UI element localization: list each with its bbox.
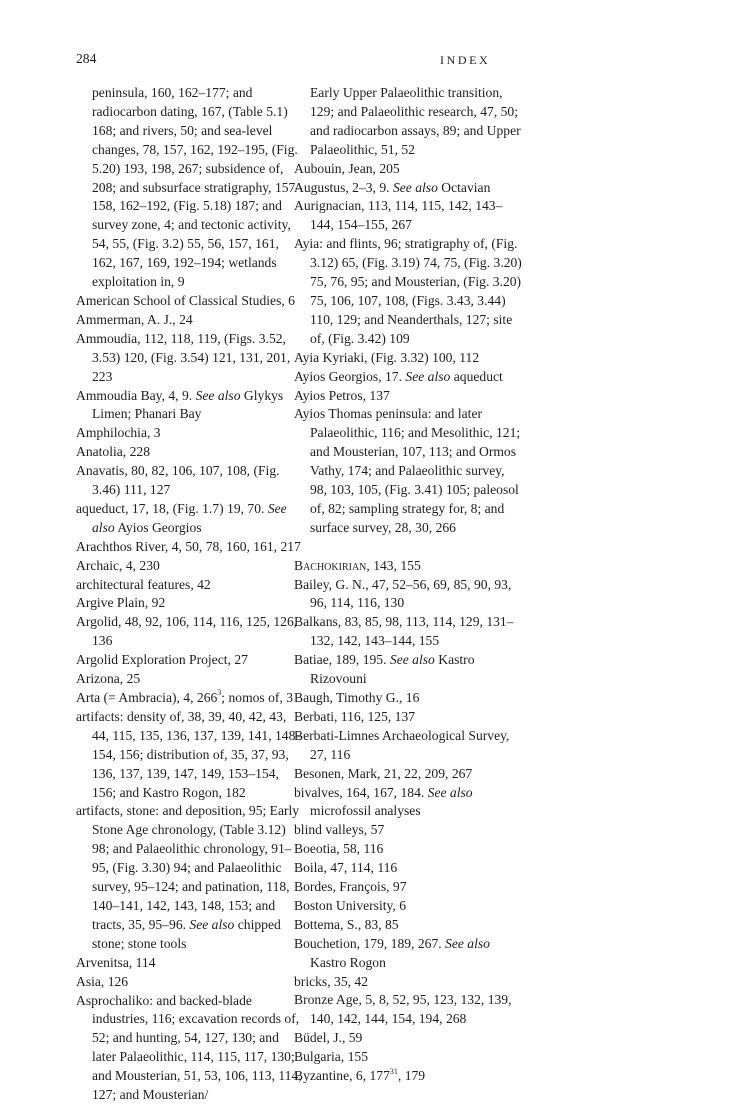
index-entry-text: Asia, 126 [76,973,129,989]
index-entry-text: American School of Classical Studies, 6 [76,292,295,308]
index-entry-text: Büdel, J., 59 [294,1030,363,1046]
index-entry [294,973,522,992]
index-entry [294,1029,522,1048]
index-entry [294,576,522,614]
footnote-ref: 3 [217,688,222,698]
index-entry-text: aqueduct, 17, 18, (Fig. 1.7) 19, 70. [76,500,265,516]
index-entry-text: Ayios Thomas peninsula: and later Palaeolithic, 116; and Mesolithic, 121; and Mousterian, 107, 113; and Ormos Vathy, 174; and Palaeolithic survey, 98, 103, 105, (Fig. 3.41) 105; paleosol of, 82; sampling strategy for, 8; and surface survey, 28, 30, 266 [294,406,521,535]
index-entry [294,878,522,897]
index-entry-text: Ayios Petros, 137 [294,387,390,403]
index-entry-ref: Kastro Rogon [310,954,386,970]
index-entry-ref: , 179 [397,1068,426,1084]
index-entry [294,821,522,840]
index-entry-ref: microfossil analyses [310,803,421,819]
index-entry [294,1067,522,1086]
index-entry [76,500,304,538]
index-entry-text: Ammoudia, 112, 118, 119, (Figs. 3.52, 3.53) 120, (Fig. 3.54) 121, 131, 201, 223 [76,330,291,384]
index-entry [294,387,522,406]
index-entry [294,197,522,235]
index-entry-text: Bachokirian, 143, 155 [294,557,421,573]
index-entry [76,443,304,462]
see-also-label: See also [92,500,287,535]
index-entry-text: Asprochaliko: and backed-blade industries, 116; excavation records of, 52; and hunting, 54, 127, 130; and later Palaeolithic, 114, 115, 117, 130; and Mousterian, 51, 53, 106, 113, 114, 127; and Mousterian/ [76,992,302,1103]
index-entry [76,557,304,576]
index-entry-text: Byzantine, 6, 177 [294,1068,390,1084]
index-entry-text: Amphilochia, 3 [76,425,161,441]
index-entry-text: architectural features, 42 [76,576,211,592]
index-entry [294,727,522,765]
index-entry [76,292,304,311]
index-column-left [76,84,304,1105]
index-continuation: peninsula, 160, 162–177; and radiocarbon dating, 167, (Table 5.1) 168; and rivers, 50; and sea-level changes, 78, 157, 162, 192–195, (Fig. 5.20) 193, 198, 267; subsidence of, 208; and subsurface stratigraphy, 157–158, 162–192, (Fig. 5.18) 187; and survey zone, 4; and tectonic activity, 54, 55, (Fig. 3.2) 55, 56, 157, 161, 162, 167, 169, 192–194; wetlands exploitation in, 9 [92,85,303,290]
index-entry [76,576,304,595]
index-entry-text: Argolid Exploration Project, 27 [76,652,248,668]
index-entry [294,708,522,727]
index-entry [76,708,304,803]
index-entry [294,765,522,784]
index-entry-text: Arachthos River, 4, 50, 78, 160, 161, 217 [76,538,301,554]
index-entry [294,160,522,179]
index-entry-text: Balkans, 83, 85, 98, 113, 114, 129, 131–132, 142, 143–144, 155 [294,614,514,649]
index-entry-text: Arvenitsa, 114 [76,954,156,970]
index-entry-text: Aurignacian, 113, 114, 115, 142, 143–144, 154–155, 267 [294,198,503,233]
index-entry-ref: aqueduct [453,368,503,384]
index-entry-text: bricks, 35, 42 [294,973,369,989]
index-entry [76,651,304,670]
index-column-right [294,84,522,1086]
index-entry-text: Boeotia, 58, 116 [294,841,384,857]
index-entry-text: Bordes, François, 97 [294,879,407,895]
index-entry [76,462,304,500]
index-entry [294,368,522,387]
index-entry [76,613,304,651]
index-entry-text: Boston University, 6 [294,897,407,913]
index-entry-text: Bottema, S., 83, 85 [294,916,399,932]
see-also-label: See also [189,916,235,932]
index-entry-text: Ayios Georgios, 17. [294,368,403,384]
index-entry [294,916,522,935]
index-entry [294,840,522,859]
index-entry-text: Bronze Age, 5, 8, 52, 95, 123, 132, 139, 140, 142, 144, 154, 194, 268 [294,992,512,1027]
index-entry-ref: Ayios Georgios [117,519,202,535]
index-entry-list [294,160,522,538]
index-entry [76,973,304,992]
index-entry-text: Ayia Kyriaki, (Fig. 3.32) 100, 112 [294,349,480,365]
index-entry [76,311,304,330]
index-entry [76,954,304,973]
index-entry-ref: Octavian [441,179,491,195]
index-entry [294,179,522,198]
index-entry-text: artifacts, stone: and deposition, 95; Early Stone Age chronology, (Table 3.12) 98; and Palaeolithic chronology, 91–95, (Fig. 3.30) 94; and Palaeolithic survey, 95–124; and patination, 118, 140–141, 142, 143, 148, 153; and tracts, 35, 95–96. [76,803,300,932]
index-entry [294,1048,522,1067]
index-entry-text: Boila, 47, 114, 116 [294,860,398,876]
index-entry-ref: Kastro Rizovouni [310,652,475,687]
index-entry [76,330,304,387]
index-entry-ref: chipped stone; stone tools [92,916,281,951]
index-entry [76,992,304,1105]
index-entry-text: Besonen, Mark, 21, 22, 209, 267 [294,765,473,781]
see-also-label: See also [405,368,451,384]
page-number: 284 [76,51,97,66]
index-entry-ref: Glykys Limen; Phanari Bay [92,387,284,422]
index-continuation: Early Upper Palaeolithic transition, 129; and Palaeolithic research, 47, 50; and radiocarbon assays, 89; and Upper Palaeolithic, 51, 52 [310,85,521,157]
index-entry [76,689,304,708]
index-entry-text: Anavatis, 80, 82, 106, 107, 108, (Fig. 3.46) 111, 127 [76,463,280,498]
index-entry-text: Bailey, G. N., 47, 52–56, 69, 85, 90, 93, 96, 114, 116, 130 [294,576,512,611]
index-entry-text: blind valleys, 57 [294,822,385,838]
index-entry-ref: ; nomos of, 3 [221,690,294,705]
index-entry-text: bivalves, 164, 167, 184. [294,784,425,800]
index-entry [76,387,304,425]
see-also-label: See also [389,652,435,668]
index-entry [294,784,522,822]
index-entry [294,935,522,973]
index-entry [294,557,522,576]
index-entry-text: Berbati-Limnes Archaeological Survey, 27, 116 [294,727,510,762]
index-entry-text: Bouchetion, 179, 189, 267. [294,935,442,951]
index-entry-text: Archaic, 4, 230 [76,557,160,573]
index-entry-text: artifacts: density of, 38, 39, 40, 42, 43, 44, 115, 135, 136, 137, 139, 141, 148–154, 156; distribution of, 35, 37, 93, 136, 137, 139, 147, 149, 153–154, 156; and Kastro Rogon, 182 [76,708,303,800]
index-entry [76,538,304,557]
see-also-label: See also [445,935,490,951]
index-entry [294,859,522,878]
see-also-label: See also [195,387,241,403]
index-entry-text: Berbati, 116, 125, 137 [294,708,416,724]
index-entry [76,802,304,953]
index-entry [76,594,304,613]
see-also-label: See also [427,784,473,800]
index-entry-text: Argolid, 48, 92, 106, 114, 116, 125, 126, 136 [76,614,298,649]
index-entry [294,349,522,368]
index-entry-text: Arta (= Ambracia), 4, 266 [76,690,218,705]
index-entry-text: Batiae, 189, 195. [294,652,387,668]
index-entry [294,651,522,689]
index-entry-text: Ayia: and flints, 96; stratigraphy of, (Fig. 3.12) 65, (Fig. 3.19) 74, 75, (Fig. 3.20) 75, 76, 95; and Mousterian, (Fig. 3.20) 75, 106, 107, 108, (Figs. 3.43, 3.44) 110, 129; and Neanderthals, 127; site of, (Fig. 3.42) 109 [294,236,522,346]
index-entry [294,897,522,916]
see-also-label: See also [392,179,438,195]
index-entry [294,689,522,708]
index-entry-text: Ammoudia Bay, 4, 9. [76,387,193,403]
index-entry [76,670,304,689]
index-entry-text: Aubouin, Jean, 205 [294,160,400,176]
index-entry-list [76,292,304,1105]
index-entry-text: Baugh, Timothy G., 16 [294,689,420,705]
index-entry-text: Ammerman, A. J., 24 [76,311,193,327]
letter-section-gap [294,538,522,557]
index-entry [294,405,522,537]
footnote-ref: 31 [389,1066,398,1076]
index-entry-text: Augustus, 2–3, 9. [294,179,390,195]
index-entry-text: Argive Plain, 92 [76,595,166,611]
index-entry-text: Bulgaria, 155 [294,1049,368,1065]
index-entry-text: Arizona, 25 [76,671,141,687]
index-entry [294,235,522,348]
running-head: INDEX [440,53,491,67]
index-entry [294,613,522,651]
index-entry-text: Anatolia, 228 [76,444,150,460]
index-entry [76,424,304,443]
index-entry-list [294,557,522,1086]
